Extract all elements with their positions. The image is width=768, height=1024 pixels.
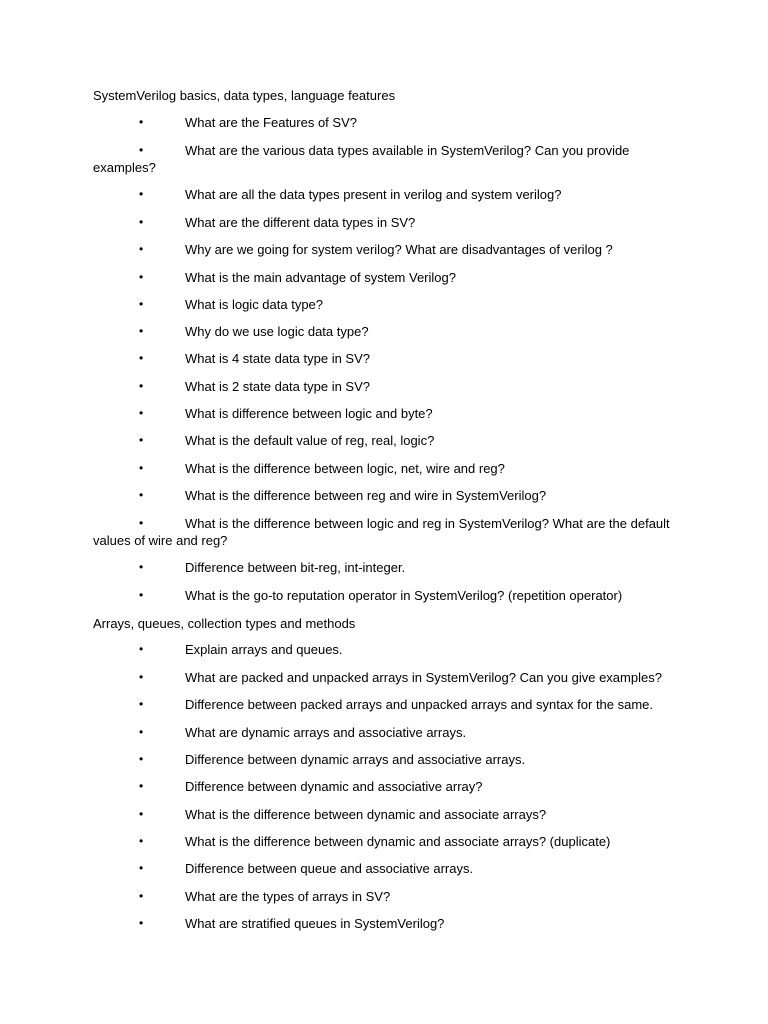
list-item: • What is the difference between dynamic and associate arrays? (duplicate) bbox=[139, 834, 611, 849]
list-item: • What is the main advantage of system Verilog? bbox=[139, 270, 456, 285]
bullet: • bbox=[139, 670, 144, 684]
section-heading-arrays: Arrays, queues, collection types and methods bbox=[93, 616, 356, 631]
bullet: • bbox=[139, 242, 144, 256]
section-heading-basics: SystemVerilog basics, data types, language features bbox=[93, 88, 396, 103]
list-item: • What is the go-to reputation operator in SystemVerilog? (repetition operator) bbox=[139, 588, 623, 603]
list-item: • What are dynamic arrays and associative arrays. bbox=[139, 725, 467, 740]
bullet: • bbox=[139, 516, 144, 530]
bullet: • bbox=[139, 752, 144, 766]
bullet: • bbox=[139, 379, 144, 393]
list-item: • Difference between packed arrays and unpacked arrays and syntax for the same. bbox=[139, 697, 654, 712]
bullet: • bbox=[139, 834, 144, 848]
list-item: • What are the various data types available in SystemVerilog? Can you provide examples? bbox=[93, 143, 630, 175]
list-item: • Difference between dynamic arrays and associative arrays. bbox=[139, 752, 526, 767]
bullet: • bbox=[139, 861, 144, 875]
bullet: • bbox=[139, 916, 144, 930]
bullet: • bbox=[139, 351, 144, 365]
bullet: • bbox=[139, 433, 144, 447]
bullet: • bbox=[139, 697, 144, 711]
list-item: • What is 2 state data type in SV? bbox=[139, 379, 370, 394]
list-item: • Difference between bit-reg, int-integer. bbox=[139, 560, 406, 575]
list-item: • What are stratified queues in SystemVerilog? bbox=[139, 916, 445, 931]
bullet: • bbox=[139, 461, 144, 475]
list-item: • What is 4 state data type in SV? bbox=[139, 351, 370, 366]
list-item: • What are the types of arrays in SV? bbox=[139, 889, 391, 904]
bullet: • bbox=[139, 725, 144, 739]
bullet: • bbox=[139, 187, 144, 201]
bullet: • bbox=[139, 560, 144, 574]
list-item: • Explain arrays and queues. bbox=[139, 642, 343, 657]
list-item: • Difference between queue and associative arrays. bbox=[139, 861, 474, 876]
bullet: • bbox=[139, 297, 144, 311]
list-item: • What is the default value of reg, real, logic? bbox=[139, 433, 435, 448]
list-item: • What is logic data type? bbox=[139, 297, 324, 312]
list-item: • What is the difference between logic and reg in SystemVerilog? What are the default values of wire and reg? bbox=[93, 516, 670, 548]
bullet: • bbox=[139, 807, 144, 821]
list-item: • Difference between dynamic and associative array? bbox=[139, 779, 483, 794]
bullet: • bbox=[139, 488, 144, 502]
list-item: • What are the Features of SV? bbox=[139, 115, 357, 130]
list-item: • Why are we going for system verilog? What are disadvantages of verilog ? bbox=[139, 242, 613, 257]
bullet: • bbox=[139, 115, 144, 129]
list-item: • What are packed and unpacked arrays in SystemVerilog? Can you give examples? bbox=[139, 670, 662, 685]
list-item: • What is the difference between reg and wire in SystemVerilog? bbox=[139, 488, 547, 503]
list-item: • What is difference between logic and byte? bbox=[139, 406, 433, 421]
list-item: • What is the difference between logic, net, wire and reg? bbox=[139, 461, 505, 476]
list-item: • What are the different data types in SV? bbox=[139, 215, 416, 230]
bullet: • bbox=[139, 588, 144, 602]
bullet: • bbox=[139, 779, 144, 793]
bullet: • bbox=[139, 270, 144, 284]
bullet: • bbox=[139, 889, 144, 903]
bullet: • bbox=[139, 324, 144, 338]
list-item: • What is the difference between dynamic and associate arrays? bbox=[139, 807, 547, 822]
bullet: • bbox=[139, 406, 144, 420]
bullet: • bbox=[139, 642, 144, 656]
bullet: • bbox=[139, 143, 144, 157]
bullet: • bbox=[139, 215, 144, 229]
list-item: • What are all the data types present in verilog and system verilog? bbox=[139, 187, 562, 202]
list-item: • Why do we use logic data type? bbox=[139, 324, 369, 339]
